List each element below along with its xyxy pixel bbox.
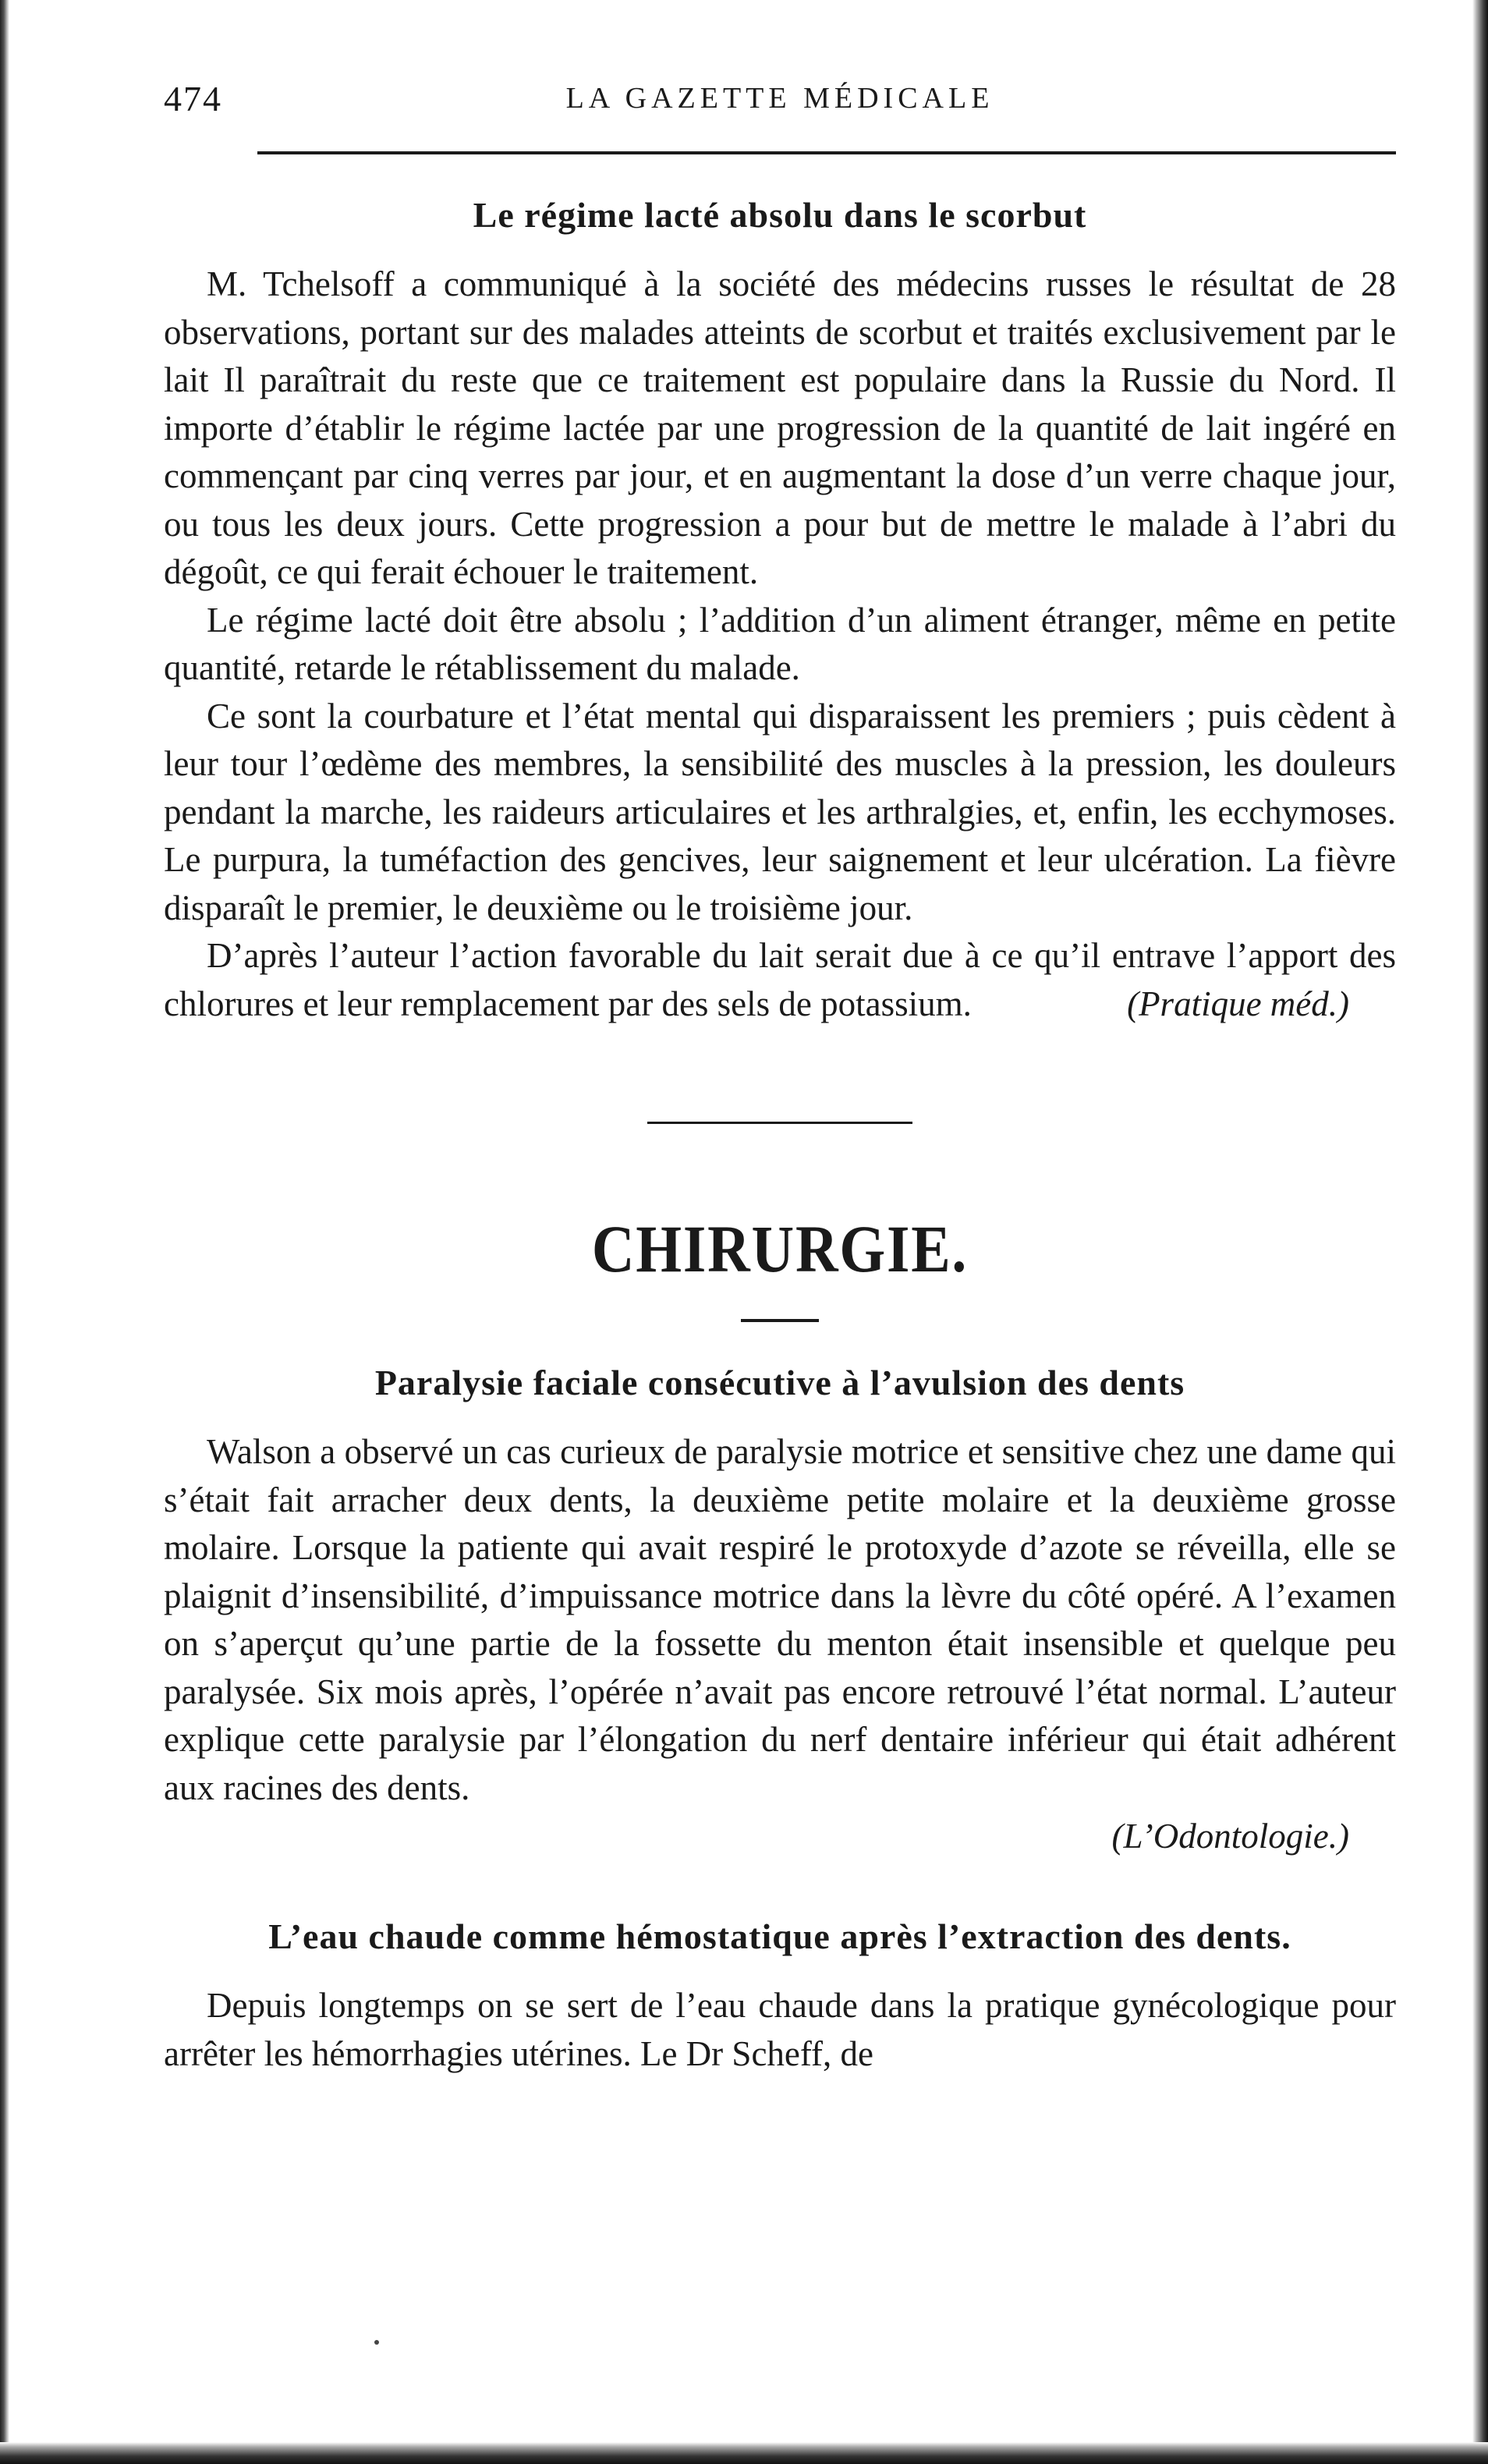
article-title-paralysie: Paralysie faciale consécutive à l’avulsion des dents — [374, 1363, 1185, 1402]
article-title-eau-chaude: L’eau chaude comme hémostatique après l’extraction des dents. — [268, 1916, 1291, 1956]
paragraph: D’après l’auteur l’action favorable du lait serait due à ce qu’il entrave l’apport des chlorures et leur remplacement par des sels de potassium. — [164, 936, 1396, 1023]
source-citation: (Pratique méd.) — [1127, 984, 1349, 1023]
source-citation: (L’Odontologie.) — [1111, 1817, 1349, 1856]
paragraph: Le régime lacté doit être absolu ; l’addition d’un aliment étranger, même en petite quantité, retarde le rétablissement du malade. — [164, 600, 1396, 687]
journal-page — [164, 62, 1396, 2078]
article-body-eau-chaude — [164, 1982, 1396, 2078]
scan-speck — [374, 2340, 379, 2345]
article-body-scorbut — [164, 261, 1396, 1028]
chapter-divider — [741, 1319, 819, 1322]
scan-edge-right — [1472, 0, 1488, 2464]
article-body-paralysie — [164, 1428, 1396, 1860]
header-rule — [257, 151, 1396, 154]
running-head — [164, 62, 1396, 125]
paragraph: Ce sont la courbature et l’état mental qui disparaissent les premiers ; puis cèdent à leur tour l’œdème des membres, la sensibilité des muscles à la pression, les douleurs pendant la marche, les raideurs articulaires et les arthralgies, et, enfin, les ecchymoses. Le purpura, la tuméfaction des gencives, leur saignement et leur ulcération. La fièvre disparaît le premier, le deuxième ou le troisième jour. — [164, 696, 1396, 927]
chapter-title: CHIRURGIE. — [591, 1211, 969, 1286]
paragraph: M. Tchelsoff a communiqué à la société des médecins russes le résultat de 28 observations, portant sur des malades atteints de scorbut et traités exclusivement par le lait Il paraîtrait du reste que ce traitement est populaire dans la Russie du Nord. Il importe d’établir le régime lactée par une progression de la quantité de lait ingéré en commençant par cinq verres par jour, et en augmentant la dose d’un verre chaque jour, ou tous les deux jours. Cette progression a pour but de mettre le malade à l’abri du dégoût, ce qui ferait échouer le traitement. — [164, 264, 1396, 591]
article-title-scorbut: Le régime lacté absolu dans le scorbut — [473, 195, 1087, 235]
paragraph: Depuis longtemps on se sert de l’eau chaude dans la pratique gynécologique pour arrêter les hémorrhagies utérines. Le Dr Scheff, de — [164, 1986, 1396, 2073]
page-number: 474 — [164, 79, 222, 119]
paragraph: Walson a observé un cas curieux de paralysie motrice et sensitive chez une dame qui s’était fait arracher deux dents, la deuxième petite molaire et la deuxième grosse molaire. Lorsque la patiente qui avait respiré le protoxyde d’azote se réveilla, elle se plaignit d’insensibilité, d’impuissance motrice dans la lèvre du côté opéré. A l’examen on s’aperçut qu’une partie de la fossette du menton était insensible et quelque peu paralysée. Six mois après, l’opérée n’avait pas encore retrouvé l’état normal. L’auteur explique cette paralysie par l’élongation du nerf dentaire inférieur qui était adhérent aux racines des dents. — [164, 1432, 1396, 1807]
journal-title: LA GAZETTE MÉDICALE — [565, 82, 994, 115]
scan-edge-left — [0, 0, 9, 2464]
scan-edge-bottom — [0, 2442, 1488, 2464]
section-divider — [647, 1122, 912, 1124]
